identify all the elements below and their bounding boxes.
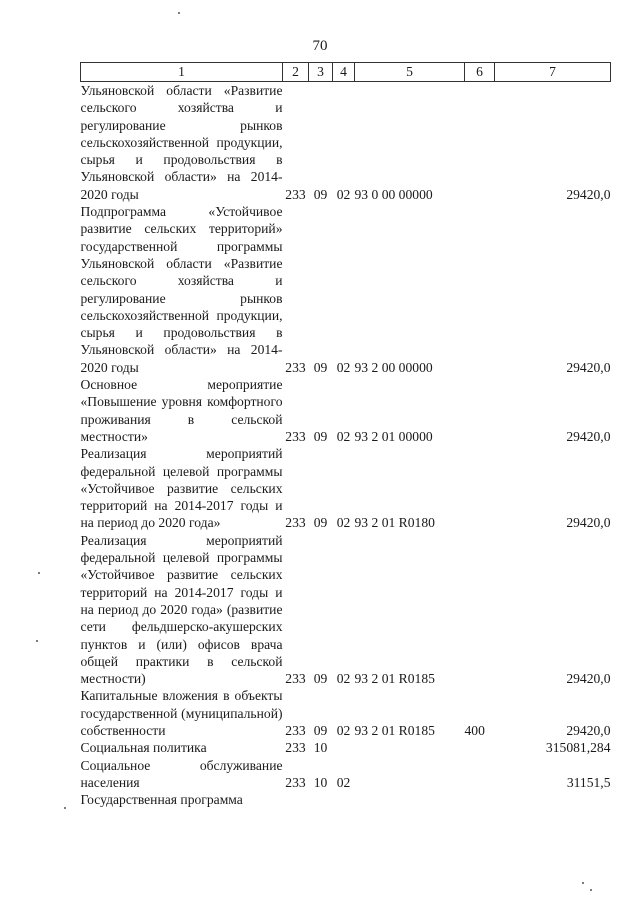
cell-section: 09 xyxy=(313,671,328,687)
cell-amount: 29420,0 xyxy=(566,428,611,444)
cell-section: 09 xyxy=(313,186,328,202)
cell-ministry: 233 xyxy=(285,740,306,756)
column-header: 3 xyxy=(309,63,333,82)
column-header: 5 xyxy=(355,63,465,82)
column-header: 4 xyxy=(333,63,355,82)
cell-amount: 315081,284 xyxy=(545,740,611,756)
column-header: 7 xyxy=(495,63,611,82)
cell-subsection: 02 xyxy=(336,515,351,531)
cell-amount: 29420,0 xyxy=(566,722,611,738)
cell-amount: 29420,0 xyxy=(566,359,611,375)
cell-section xyxy=(309,791,333,808)
cell-expense-type xyxy=(465,739,495,756)
cell-amount: 29420,0 xyxy=(566,671,611,687)
cell-section: 10 xyxy=(313,740,328,756)
cell-expense-type xyxy=(465,791,495,808)
cell-expense-type xyxy=(465,203,495,376)
row-name: Государственная программа xyxy=(80,792,243,808)
table-row xyxy=(81,791,611,808)
cell-section: 10 xyxy=(313,774,328,790)
cell-ministry: 233 xyxy=(285,186,306,202)
scan-speck xyxy=(582,882,584,884)
table-row xyxy=(81,82,611,204)
table-row xyxy=(81,739,611,756)
cell-subsection: 02 xyxy=(336,428,351,444)
cell-amount xyxy=(495,791,611,808)
cell-target-code: 93 2 01 R0180 xyxy=(354,515,435,531)
scan-speck xyxy=(64,807,66,809)
cell-section: 09 xyxy=(313,428,328,444)
table-row xyxy=(81,532,611,688)
cell-expense-type xyxy=(465,82,495,204)
cell-subsection: 02 xyxy=(336,722,351,738)
cell-ministry: 233 xyxy=(285,515,306,531)
cell-target-code: 93 0 00 00000 xyxy=(354,186,433,202)
cell-ministry xyxy=(283,791,309,808)
cell-section: 09 xyxy=(313,515,328,531)
row-name: Социальное обслуживание населения xyxy=(80,757,283,790)
cell-target-code xyxy=(355,791,465,808)
cell-section: 09 xyxy=(313,359,328,375)
cell-subsection: 02 xyxy=(336,186,351,202)
row-name: Реализация мероприятий федеральной целевой программы «Устойчивое развитие сельских территорий на 2014-2017 годы и на период до 2020 года» xyxy=(80,446,283,531)
cell-ministry: 233 xyxy=(285,774,306,790)
cell-expense-type xyxy=(465,445,495,531)
column-header: 2 xyxy=(283,63,309,82)
table-row xyxy=(81,376,611,445)
table-row xyxy=(81,203,611,376)
cell-ministry: 233 xyxy=(285,359,306,375)
cell-subsection: 02 xyxy=(336,359,351,375)
scan-speck xyxy=(178,12,180,14)
cell-target-code: 93 2 01 R0185 xyxy=(354,722,435,738)
column-header: 1 xyxy=(81,63,283,82)
row-name: Основное мероприятие «Повышение уровня комфортного проживания в сельской местности» xyxy=(80,377,283,444)
cell-amount: 29420,0 xyxy=(566,186,611,202)
cell-subsection: 02 xyxy=(336,671,351,687)
scan-speck xyxy=(590,889,592,891)
cell-subsection xyxy=(333,791,355,808)
cell-subsection: 02 xyxy=(336,774,351,790)
scan-speck xyxy=(38,572,40,574)
cell-subsection xyxy=(333,739,355,756)
cell-ministry: 233 xyxy=(285,722,306,738)
table-row xyxy=(81,687,611,739)
cell-ministry: 233 xyxy=(285,428,306,444)
scan-speck xyxy=(36,640,38,642)
cell-expense-type xyxy=(465,757,495,792)
table-row xyxy=(81,445,611,531)
cell-expense-type: 400 xyxy=(464,722,485,738)
cell-amount: 31151,5 xyxy=(566,774,611,790)
column-header: 6 xyxy=(465,63,495,82)
table-row xyxy=(81,757,611,792)
cell-amount: 29420,0 xyxy=(566,515,611,531)
row-name: Ульяновской области «Развитие сельского хозяйства и регулирование рынков сельскохозяйственной продукции, сырья и продовольствия в Ульяновской области» на 2014-2020 годы xyxy=(80,83,283,202)
cell-expense-type xyxy=(465,532,495,688)
budget-table xyxy=(80,62,611,808)
cell-section: 09 xyxy=(313,722,328,738)
cell-target-code xyxy=(355,739,465,756)
cell-ministry: 233 xyxy=(285,671,306,687)
cell-expense-type xyxy=(465,376,495,445)
row-name: Социальная политика xyxy=(80,740,207,756)
cell-target-code xyxy=(355,757,465,792)
cell-target-code: 93 2 00 00000 xyxy=(354,359,433,375)
row-name: Капитальные вложения в объекты государственной (муниципальной) собственности xyxy=(80,688,283,738)
row-name: Подпрограмма «Устойчивое развитие сельских территорий» государственной программы Ульяновской области «Развитие сельского хозяйства и регулирование рынков сельскохозяйственной продукции, сырья и продовольствия в Ульяновской области» на 2014-2020 годы xyxy=(80,204,283,375)
cell-target-code: 93 2 01 00000 xyxy=(354,428,433,444)
row-name: Реализация мероприятий федеральной целевой программы «Устойчивое развитие сельских территорий на 2014-2017 годы и на период до 2020 года» (развитие сети фельдшерско-акушерских пунктов и (или) офисов врача общей практики в сельской местности) xyxy=(80,532,283,687)
cell-target-code: 93 2 01 R0185 xyxy=(354,671,435,687)
table-header-row xyxy=(81,63,611,82)
page-number: 70 xyxy=(312,38,328,54)
